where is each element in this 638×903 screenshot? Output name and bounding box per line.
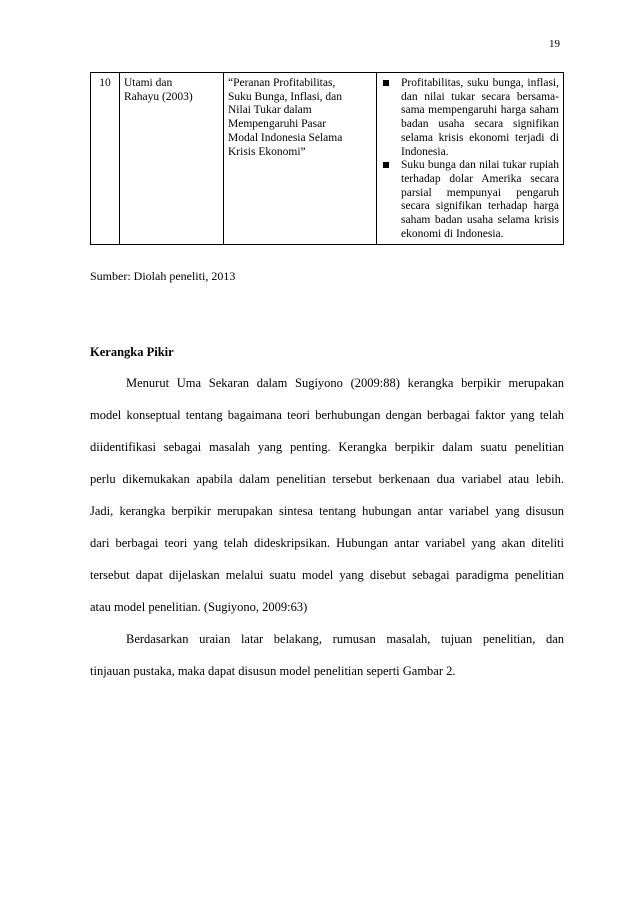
paragraph-line: perlu dikemukakan apabila dalam penelitian tersebut berkenaan dua variabel atau lebih. [90, 472, 564, 486]
paragraph-line: tinjauan pustaka, maka dapat disusun model penelitian seperti Gambar 2. [90, 664, 456, 678]
row-number-cell: 10 [91, 73, 120, 245]
finding-text: Suku bunga dan nilai tukar rupiah terhadap dolar Amerika secara parsial mempunyai pengaruh secara signifikan terhadap harga saham badan usaha selama krisis ekonomi di Indonesia. [401, 159, 559, 240]
findings-cell [377, 73, 564, 245]
page-number: 19 [549, 38, 560, 50]
table-row [91, 73, 564, 245]
paragraph-line: Menurut Uma Sekaran dalam Sugiyono (2009:88) kerangka berpikir merupakan [126, 376, 564, 390]
title-line: Mempengaruhi Pasar [228, 118, 327, 131]
author-cell [120, 73, 224, 245]
paragraph-line: tersebut dapat dijelaskan melalui suatu model yang disebut sebagai paradigma penelitian [90, 568, 564, 582]
paragraph-line: diidentifikasi sebagai masalah yang penting. Kerangka berpikir dalam suatu penelitian [90, 440, 564, 454]
title-line: “Peranan Profitabilitas, [228, 77, 336, 89]
author-line: Rahayu (2003) [124, 90, 193, 103]
body-paragraph [90, 376, 564, 632]
title-line: Nilai Tukar dalam [228, 104, 312, 117]
paragraph-line: model konseptual tentang bagaimana teori berhubungan dengan berbagai faktor yang telah [90, 408, 564, 422]
body-paragraph [90, 632, 564, 696]
finding-item [381, 77, 559, 159]
finding-item [381, 159, 559, 241]
title-line: Suku Bunga, Inflasi, dan [228, 90, 343, 103]
paragraph-line: atau model penelitian. (Sugiyono, 2009:63) [90, 600, 308, 614]
findings-list [381, 77, 559, 241]
square-bullet-icon [383, 80, 389, 86]
author-line: Utami dan [124, 77, 173, 89]
paragraph-line: Jadi, kerangka berpikir merupakan sintesa tentang hubungan antar variabel yang disusun [90, 504, 564, 518]
paragraph-line: Berdasarkan uraian latar belakang, rumusan masalah, tujuan penelitian, dan [126, 632, 564, 646]
title-line: Modal Indonesia Selama [228, 131, 343, 144]
previous-research-table [90, 72, 564, 245]
title-line: Krisis Ekonomi” [228, 145, 306, 158]
table-source-note: Sumber: Diolah peneliti, 2013 [90, 269, 236, 283]
finding-text: Profitabilitas, suku bunga, inflasi, dan nilai tukar secara bersama-sama mempengaruhi harga saham badan usaha secara signifikan selama krisis ekonomi terjadi di Indonesia. [401, 77, 559, 158]
section-heading: Kerangka Pikir [90, 345, 174, 359]
square-bullet-icon [383, 162, 389, 168]
title-cell [224, 73, 377, 245]
paragraph-line: dari berbagai teori yang telah dideskripsikan. Hubungan antar variabel yang akan diteliti [90, 536, 564, 550]
